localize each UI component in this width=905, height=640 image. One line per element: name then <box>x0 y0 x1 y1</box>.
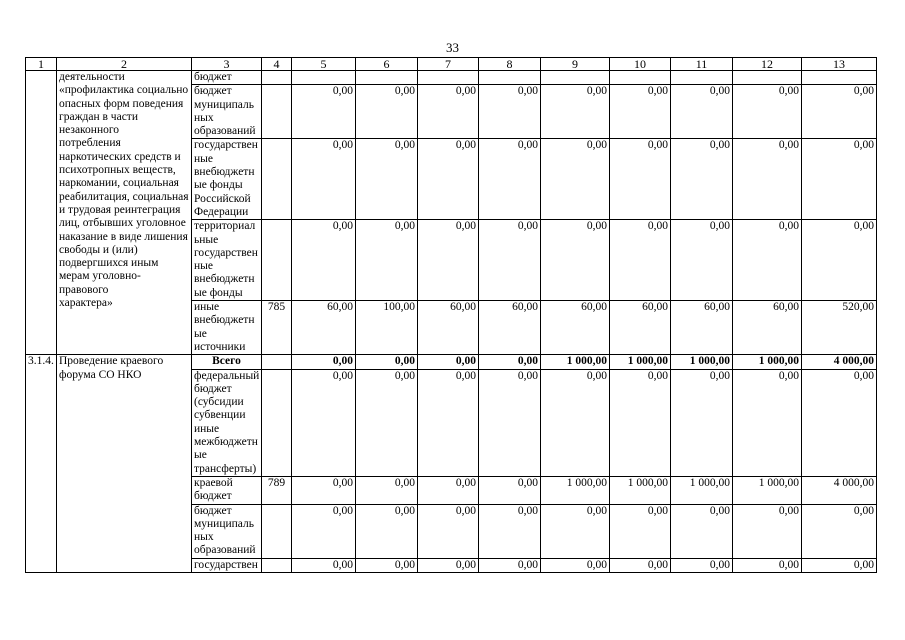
description-line: потребления <box>59 137 121 150</box>
funding-source-line: ных <box>194 111 214 124</box>
amount-cell: 0,00 <box>356 85 418 139</box>
column-header-9: 9 <box>541 58 610 71</box>
amount-cell: 0,00 <box>292 476 356 504</box>
amount-cell: 0,00 <box>802 85 877 139</box>
funding-source-line: ных <box>194 531 214 544</box>
description-line: наказание в виде лишения <box>59 230 188 243</box>
funding-source <box>192 558 262 572</box>
amount-cell: 0,00 <box>356 558 418 572</box>
description-line: незаконного <box>59 124 120 137</box>
funding-source-line: ые фонды <box>194 179 243 192</box>
amount-cell: 0,00 <box>671 85 733 139</box>
amount-cell: 0,00 <box>802 220 877 301</box>
budget-code <box>262 355 292 369</box>
amount-cell: 1 000,00 <box>671 476 733 504</box>
amount-cell: 1 000,00 <box>541 355 610 369</box>
column-header-6: 6 <box>356 58 418 71</box>
funding-source-line: иные <box>194 422 220 435</box>
amount-cell: 520,00 <box>802 301 877 355</box>
amount-cell: 1 000,00 <box>671 355 733 369</box>
funding-source-line: (субсидии <box>194 396 244 409</box>
funding-source-line: источники <box>194 340 246 353</box>
column-header-3: 3 <box>192 58 262 71</box>
column-header-2: 2 <box>57 58 192 71</box>
funding-source-line: ые фонды <box>194 286 243 299</box>
amount-cell <box>733 71 802 85</box>
description-line: психотропных веществ, <box>59 164 176 177</box>
amount-cell: 1 000,00 <box>541 476 610 504</box>
amount-cell: 0,00 <box>418 504 479 558</box>
description-line: реабилитация, социальная <box>59 190 189 203</box>
amount-cell: 0,00 <box>292 369 356 476</box>
amount-cell: 0,00 <box>356 139 418 220</box>
amount-cell: 0,00 <box>418 558 479 572</box>
funding-source-line: государствен <box>194 139 258 152</box>
amount-cell: 0,00 <box>610 220 671 301</box>
amount-cell <box>541 71 610 85</box>
amount-cell: 0,00 <box>802 369 877 476</box>
description-line: лиц, отбывших уголовное <box>59 217 186 230</box>
amount-cell: 0,00 <box>733 369 802 476</box>
funding-source-line: бюджет <box>194 490 232 503</box>
amount-cell <box>292 71 356 85</box>
description-line: наркотических средств и <box>59 150 181 163</box>
column-header-1: 1 <box>26 58 57 71</box>
funding-source-line: краевой <box>194 476 233 489</box>
amount-cell: 0,00 <box>479 558 541 572</box>
amount-cell: 60,00 <box>292 301 356 355</box>
funding-source <box>192 476 262 504</box>
description-line: форума СО НКО <box>59 368 142 381</box>
amount-cell: 60,00 <box>479 301 541 355</box>
amount-cell: 0,00 <box>356 220 418 301</box>
amount-cell: 0,00 <box>671 369 733 476</box>
funding-source-line: муниципаль <box>194 98 254 111</box>
funding-source-line: субвенции <box>194 409 246 422</box>
amount-cell: 1 000,00 <box>610 476 671 504</box>
amount-cell: 0,00 <box>802 504 877 558</box>
funding-source-line: межбюджетн <box>194 436 258 449</box>
amount-cell: 0,00 <box>610 504 671 558</box>
budget-code <box>262 369 292 476</box>
amount-cell: 0,00 <box>733 220 802 301</box>
amount-cell: 0,00 <box>356 355 418 369</box>
funding-source-line: ные <box>194 260 213 273</box>
budget-code <box>262 504 292 558</box>
funding-source-line: Федерации <box>194 205 249 218</box>
funding-source-line: бюджет <box>194 504 232 517</box>
description-line: характера» <box>59 297 113 310</box>
amount-cell: 0,00 <box>733 85 802 139</box>
amount-cell: 0,00 <box>479 504 541 558</box>
amount-cell: 0,00 <box>479 85 541 139</box>
funding-source <box>192 220 262 301</box>
budget-code: 789 <box>262 476 292 504</box>
funding-source-line: Российской <box>194 192 251 205</box>
funding-source-line: образований <box>194 125 256 138</box>
funding-source-line: ые <box>194 327 207 340</box>
amount-cell: 60,00 <box>733 301 802 355</box>
funding-source <box>192 355 262 369</box>
amount-cell <box>479 71 541 85</box>
funding-source-line: бюджет <box>194 85 232 98</box>
funding-source <box>192 85 262 139</box>
amount-cell <box>610 71 671 85</box>
description-line: подвергшихся иным <box>59 257 159 270</box>
amount-cell: 0,00 <box>733 504 802 558</box>
amount-cell <box>418 71 479 85</box>
amount-cell: 0,00 <box>292 504 356 558</box>
column-header-10: 10 <box>610 58 671 71</box>
amount-cell: 0,00 <box>541 85 610 139</box>
amount-cell: 0,00 <box>356 369 418 476</box>
description-line: свободы и (или) <box>59 243 138 256</box>
funding-source-line: федеральный <box>194 369 260 382</box>
funding-source-line: Всего <box>212 355 241 368</box>
table-row <box>26 71 877 85</box>
item-description <box>57 355 192 573</box>
funding-source-line: внебюджетн <box>194 273 255 286</box>
amount-cell: 0,00 <box>292 139 356 220</box>
description-line: опасных форм поведения <box>59 97 184 110</box>
funding-source-line: ные <box>194 152 213 165</box>
amount-cell: 0,00 <box>479 369 541 476</box>
header-row <box>26 58 877 71</box>
description-line: наркомании, социальная <box>59 177 179 190</box>
amount-cell: 0,00 <box>479 355 541 369</box>
amount-cell: 0,00 <box>671 558 733 572</box>
amount-cell: 1 000,00 <box>733 355 802 369</box>
description-line: «профилактика социально <box>59 84 189 97</box>
amount-cell: 0,00 <box>418 369 479 476</box>
amount-cell: 0,00 <box>418 476 479 504</box>
funding-source-line: образований <box>194 544 256 557</box>
amount-cell: 60,00 <box>418 301 479 355</box>
funding-source-line: трансферты) <box>194 462 257 475</box>
amount-cell: 0,00 <box>356 476 418 504</box>
description-line: деятельности <box>59 71 125 83</box>
amount-cell: 0,00 <box>418 355 479 369</box>
amount-cell: 0,00 <box>418 220 479 301</box>
funding-source-line: бюджет <box>194 71 232 83</box>
amount-cell: 60,00 <box>610 301 671 355</box>
budget-code <box>262 139 292 220</box>
column-header-4: 4 <box>262 58 292 71</box>
amount-cell: 0,00 <box>292 355 356 369</box>
description-line: Проведение краевого <box>59 355 164 368</box>
funding-source-line: внебюджетн <box>194 314 255 327</box>
budget-code <box>262 85 292 139</box>
item-number <box>26 71 57 355</box>
amount-cell: 0,00 <box>479 139 541 220</box>
amount-cell: 100,00 <box>356 301 418 355</box>
amount-cell: 0,00 <box>292 558 356 572</box>
column-header-7: 7 <box>418 58 479 71</box>
amount-cell: 0,00 <box>802 139 877 220</box>
funding-source-line: государствен <box>194 558 258 571</box>
amount-cell <box>356 71 418 85</box>
funding-source-line: ые <box>194 449 207 462</box>
amount-cell: 0,00 <box>733 558 802 572</box>
amount-cell: 0,00 <box>479 220 541 301</box>
funding-source <box>192 369 262 476</box>
budget-code <box>262 71 292 85</box>
amount-cell: 0,00 <box>610 139 671 220</box>
budget-code <box>262 558 292 572</box>
budget-code <box>262 220 292 301</box>
amount-cell: 4 000,00 <box>802 355 877 369</box>
amount-cell: 0,00 <box>541 220 610 301</box>
funding-source <box>192 301 262 355</box>
amount-cell: 0,00 <box>610 85 671 139</box>
amount-cell: 4 000,00 <box>802 476 877 504</box>
budget-code: 785 <box>262 301 292 355</box>
description-line: и трудовая реинтеграция <box>59 203 181 216</box>
funding-source-line: территориал <box>194 220 256 233</box>
item-description <box>57 71 192 355</box>
page-number: 33 <box>446 40 459 55</box>
description-line: граждан в части <box>59 110 138 123</box>
amount-cell: 0,00 <box>733 139 802 220</box>
amount-cell <box>802 71 877 85</box>
amount-cell: 0,00 <box>479 476 541 504</box>
amount-cell: 1 000,00 <box>733 476 802 504</box>
funding-source <box>192 504 262 558</box>
amount-cell: 0,00 <box>418 85 479 139</box>
funding-source-line: иные <box>194 301 220 314</box>
amount-cell: 60,00 <box>671 301 733 355</box>
funding-source-line: бюджет <box>194 382 232 395</box>
column-header-11: 11 <box>671 58 733 71</box>
funding-source-line: муниципаль <box>194 517 254 530</box>
column-header-12: 12 <box>733 58 802 71</box>
amount-cell: 0,00 <box>541 139 610 220</box>
amount-cell <box>671 71 733 85</box>
funding-source <box>192 71 262 85</box>
amount-cell: 0,00 <box>418 139 479 220</box>
amount-cell: 0,00 <box>541 369 610 476</box>
amount-cell: 0,00 <box>292 220 356 301</box>
amount-cell: 0,00 <box>802 558 877 572</box>
table-body <box>26 58 877 573</box>
amount-cell: 0,00 <box>541 558 610 572</box>
amount-cell: 0,00 <box>541 504 610 558</box>
amount-cell: 0,00 <box>610 369 671 476</box>
column-header-8: 8 <box>479 58 541 71</box>
column-header-5: 5 <box>292 58 356 71</box>
amount-cell: 1 000,00 <box>610 355 671 369</box>
funding-source <box>192 139 262 220</box>
column-header-13: 13 <box>802 58 877 71</box>
table-row <box>26 355 877 369</box>
funding-source-line: государствен <box>194 246 258 259</box>
amount-cell: 0,00 <box>610 558 671 572</box>
amount-cell: 0,00 <box>292 85 356 139</box>
funding-source-line: ьные <box>194 233 219 246</box>
amount-cell: 0,00 <box>356 504 418 558</box>
funding-source-line: внебюджетн <box>194 166 255 179</box>
budget-table <box>25 57 877 573</box>
item-number: 3.1.4. <box>26 355 57 573</box>
amount-cell: 60,00 <box>541 301 610 355</box>
amount-cell: 0,00 <box>671 220 733 301</box>
description-line: мерам уголовно-правового <box>59 270 141 296</box>
amount-cell: 0,00 <box>671 139 733 220</box>
amount-cell: 0,00 <box>671 504 733 558</box>
